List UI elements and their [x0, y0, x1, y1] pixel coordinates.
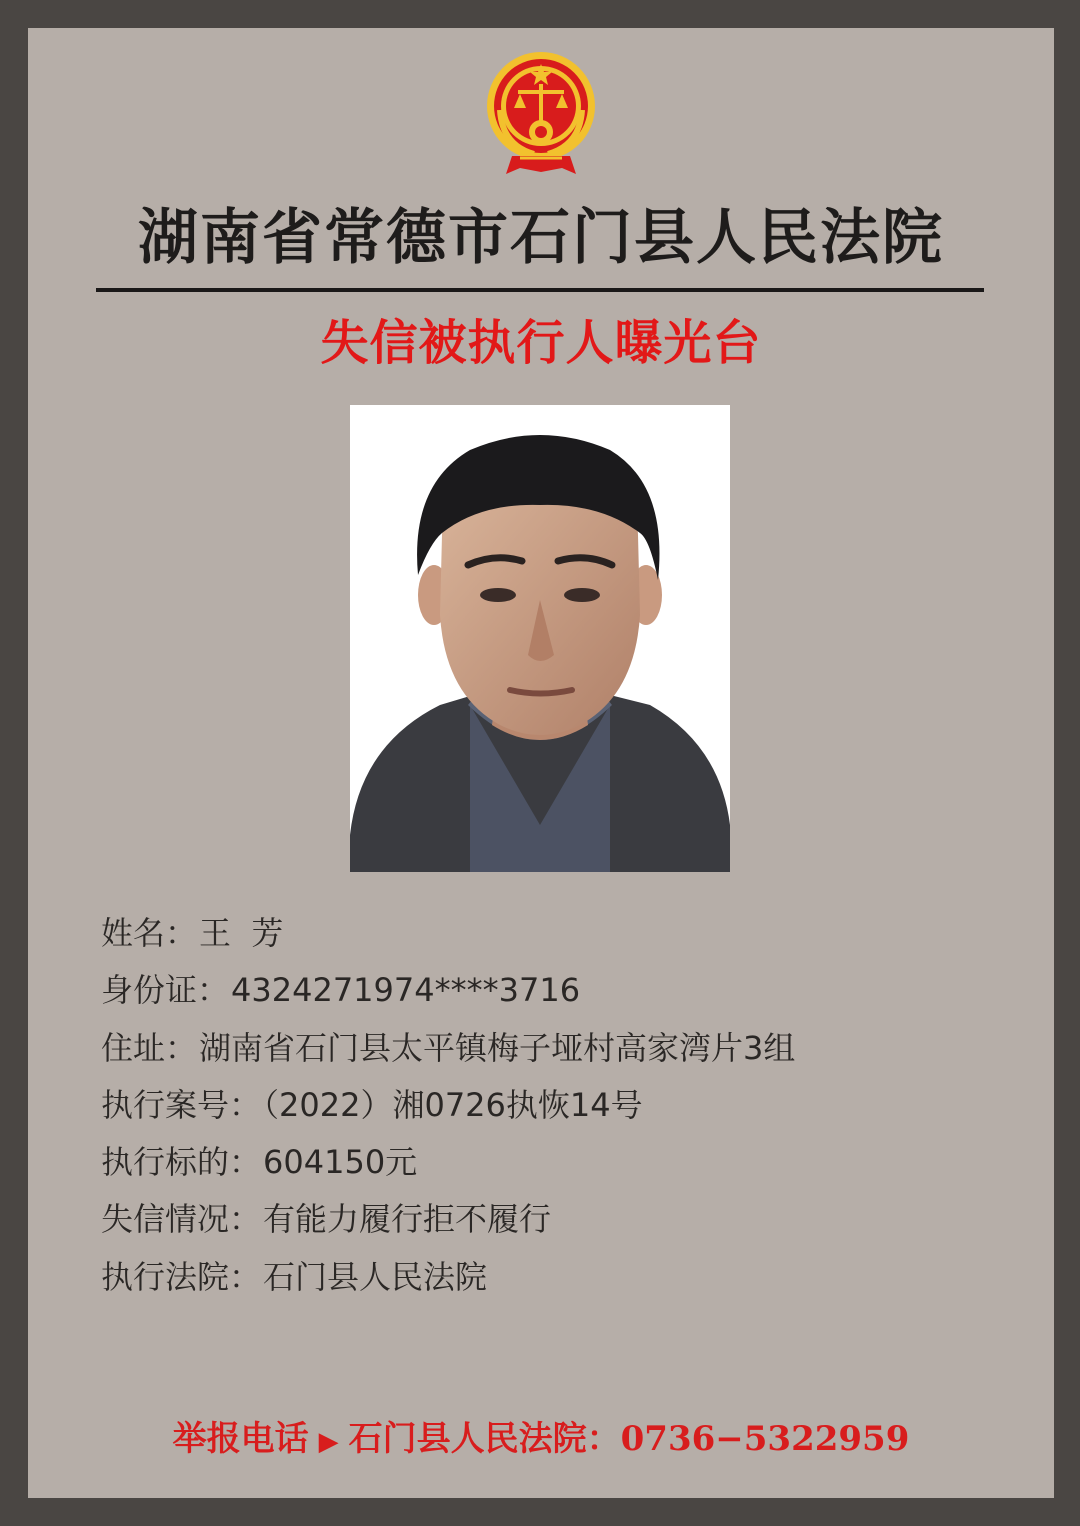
id-number-value: 4324271974****3716 [231, 971, 581, 1010]
name-value: 王 芳 [199, 914, 284, 952]
case-number-row [101, 1080, 1001, 1137]
court-row [101, 1252, 1001, 1309]
hotline-phone[interactable]: 0736−5322959 [620, 1419, 910, 1459]
id-number-row [101, 965, 1001, 1022]
name-row [101, 908, 1001, 965]
id-number-label: 身份证： [101, 971, 230, 1010]
hotline-court: 石门县人民法院： [348, 1419, 621, 1459]
address-value: 湖南省石门县太平镇梅子垭村高家湾片3组 [199, 1028, 796, 1067]
court-title: 湖南省常德市石门县人民法院 [138, 203, 944, 273]
amount-label: 执行标的： [101, 1143, 262, 1182]
name-label: 姓名： [101, 914, 198, 952]
report-hotline [28, 1414, 1054, 1467]
default-status-label: 失信情况： [101, 1200, 262, 1239]
default-status-row [101, 1194, 1001, 1251]
address-label: 住址： [101, 1028, 198, 1067]
default-status-value: 有能力履行拒不履行 [263, 1200, 552, 1239]
person-photo [350, 405, 730, 872]
court-emblem-icon [482, 50, 600, 178]
title-divider [96, 288, 984, 292]
board-title: 失信被执行人曝光台 [320, 315, 762, 371]
exposure-poster [28, 28, 1054, 1498]
triangle-right-icon: ▶ [318, 1427, 339, 1457]
court-value: 石门县人民法院 [263, 1257, 488, 1296]
court-label: 执行法院： [101, 1257, 262, 1296]
case-number-label: 执行案号： [101, 1085, 262, 1124]
person-info [101, 908, 1001, 1309]
address-row [101, 1023, 1001, 1080]
amount-value: 604150元 [263, 1143, 418, 1182]
case-number-value: （2022）湘0726执恢14号 [263, 1085, 643, 1124]
amount-row [101, 1137, 1001, 1194]
hotline-label: 举报电话 [172, 1419, 309, 1459]
